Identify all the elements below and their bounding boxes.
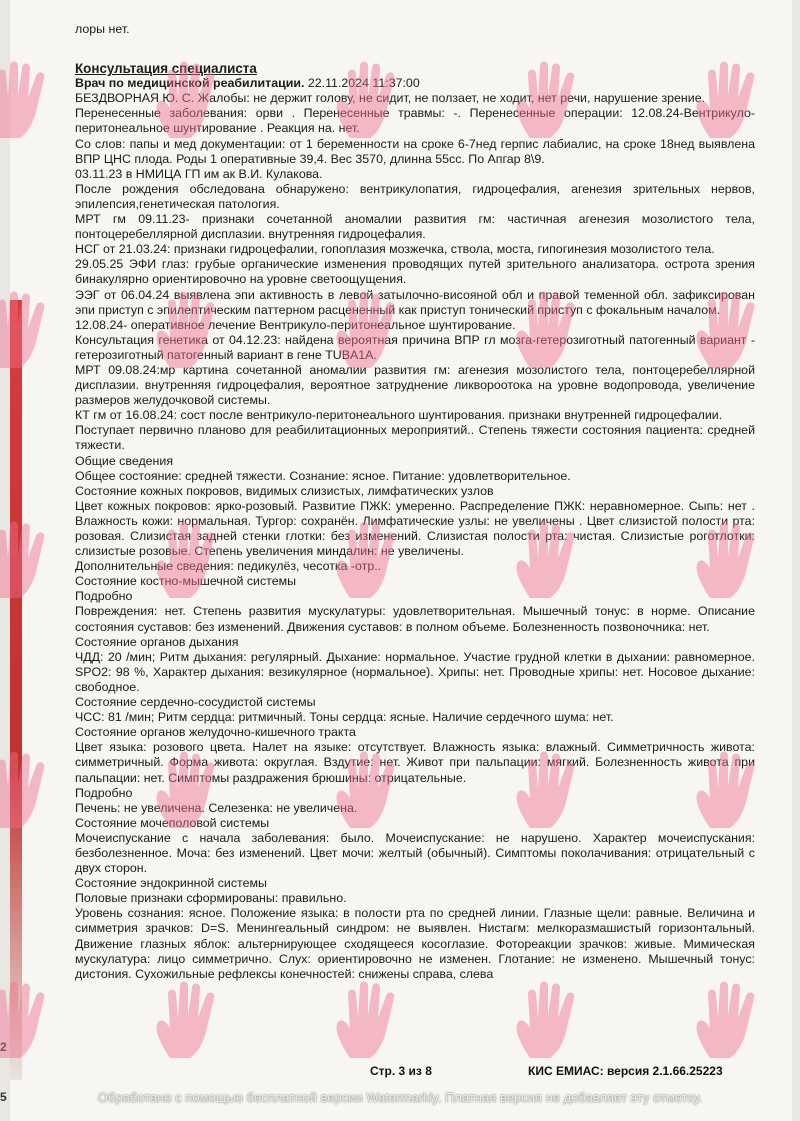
body-line: Консультация генетика от 04.12.23: найдена вероятная причина ВПР гл мозга-гетерозиготный патогенный вариант - гетерозиготный патогенный вариант в гене TUBA1A. [75, 332, 755, 362]
body-line: Состояние сердечно-сосудистой системы [75, 695, 316, 710]
top-line: лоры нет. [75, 22, 130, 36]
body-line: КТ гм от 16.08.24: сост после вентрикуло-перитонеального шунтирования. признаки внутренней гидроцефалии. [75, 408, 723, 423]
document-page [10, 0, 792, 1121]
body-line: ЧДД: 20 /мин; Ритм дыхания: регулярный. Дыхание: нормальное. Участие грудной клетки в дыхании: равномерное. SPO2: 98 %, Характер дыхания: везикулярное (нормальное). Хрипы: нет. Проводные хрипы: нет. Носовое дыхание: свободное. [75, 649, 755, 694]
body-line: Мочеиспускание с начала заболевания: было. Мочеиспускание: не нарушено. Характер мочеиспускания: безболезненное. Моча: без изменений. Цвет мочи: желтый (обычный). Симптомы поколачивания: отрицательный с двух сторон. [75, 830, 755, 876]
body-line: Цвет кожных покровов: ярко-розовый. Развитие ПЖК: умеренно. Распределение ПЖК: неравномерное. Сыпь: нет . Влажность кожи: нормальная. Тургор: сохранён. Лимфатические узлы: не увеличены . Цвет слизистой полости рта: розовая. Слизистая задней стенки глотки: без изменений. Слизистая полости рта: чистая. Слизистые роготлотки: слизистые розовые. Степень увеличения миндалин: не увеличены. [75, 498, 755, 559]
page-number: Стр. 3 из 8 [370, 1064, 432, 1078]
body-line: Подробно [75, 785, 133, 800]
body-line: ЭЭГ от 06.04.24 выявлена эпи активность в левой затылочно-висояной обл и правой теменной обл. зафиксирован эпи приступ с эпилептическим паттерном расцененный как приступ тонический приступ с фокальным началом. [75, 287, 755, 317]
body-line: 03.11.23 в НМИЦА ГП им ак В.И. Кулакова. [75, 166, 323, 181]
body-line: Цвет языка: розового цвета. Налет на языке: отсутствует. Влажность языка: влажный. Симметричность живота: симметричный. Форма живота: округлая. Вздутие: нет. Живот при пальпации: мягкий. Болезненность живота при пальпации: нет. Симптомы раздражения брюшины: отрицательные. [75, 740, 755, 785]
margin-digit: 5 [0, 1090, 7, 1104]
body-line: Уровень сознания: ясное. Положение языка: в полости рта по средней линии. Глазные щели: равные. Величина и симметрия зрачков: D=S. Менингеальный синдром: не выявлен. Нистагм: мелкоразмашистый горизонтальный. Движение глазных яблок: альтернирующее сходящееся косоглазие. Фотореакции зрачков: живые. Мимическая мускулатура: лицо симметрично. Слух: ориентировочно не изменен. Глотание: не изменено. Мышечный тонус: дистония. Сухожильные рефлексы конечностей: снижены справа, слева [75, 906, 755, 981]
body-line: БЕЗДВОРНАЯ Ю. С. Жалобы: не держит голову, не сидит, не ползает, не ходит, нет речи, нарушение зрение. [75, 91, 706, 106]
body-line: Печень: не увеличена. Селезенка: не увеличена. [75, 800, 358, 815]
section-title: Консультация специалиста [75, 61, 257, 77]
body-line: Дополнительные сведения: педикулёз, чесотка -отр.. [75, 559, 382, 574]
body-line: Общие сведения [75, 453, 174, 468]
section-subtitle [75, 76, 755, 91]
body-line: Подробно [75, 589, 133, 604]
watermark-notice: Обработано с помощью бесплатной версии Watermarkly. Платная версия не добавляет эту отметку. [97, 1090, 703, 1105]
margin-digit: 2 [0, 1040, 7, 1054]
doctor-role: Врач по медицинской реабилитации. [75, 76, 305, 91]
body-line: Поступает первично планово для реабилитационных мероприятий.. Степень тяжести состояния пациента: средней тяжести. [75, 423, 755, 453]
body-line: ЧСС: 81 /мин; Ритм сердца: ритмичный. Тоны сердца: ясные. Наличие сердечного шума: нет. [75, 710, 614, 725]
body-line: Половые признаки сформированы: правильно. [75, 891, 347, 906]
body-line: Состояние мочеполовой системы [75, 815, 270, 830]
body-line: Состояние кожных покровов, видимых слизистых, лимфатических узлов [75, 483, 494, 498]
system-version: КИС ЕМИАС: версия 2.1.66.25223 [528, 1064, 723, 1078]
body-line: Общее состояние: средней тяжести. Сознание: ясное. Питание: удовлетворительное. [75, 468, 571, 483]
left-edge-strip [10, 300, 22, 1080]
body-line: Состояние костно-мышечной системы [75, 574, 297, 589]
body-line: 12.08.24- оперативное лечение Вентрикуло-перитонеальное шунтирование. [75, 317, 516, 332]
body-lines [75, 91, 755, 982]
body-line: Со слов: папы и мед документации: от 1 беременности на сроке 6-7нед герпис лабиалис, на сроке 18нед выявлена ВПР ЦНС плода. Роды 1 оперативные 39,4. Вес 3570, длинна 55сс. По Апгар 8\9. [75, 136, 755, 166]
body-line: МРТ гм 09.11.23- признаки сочетанной аномалии развития гм: частичная агенезия мозолистого тела, понтоцеребеллярной дисплазии. внутренняя гидроцефалия. [75, 212, 755, 242]
body-line: Состояние органов желудочно-кишечного тракта [75, 725, 356, 740]
body-line: НСГ от 21.03.24: признаки гидроцефалии, гопоплазия мозжечка, ствола, моста, гипогинезия мозолистого тела. [75, 242, 715, 257]
body-line: Состояние эндокринной системы [75, 876, 267, 891]
body-line: Состояние органов дыхания [75, 634, 239, 649]
body-line: Повреждения: нет. Степень развития мускулатуры: удовлетворительная. Мышечный тонус: в норме. Описание состояния суставов: без изменений. Движения суставов: в полном объеме. Болезненность позвоночника: нет. [75, 604, 755, 634]
body-line: После рождения обследована обнаружено: вентрикулопатия, гидроцефалия, агенезия зрительных нервов, эпилепсия,генетическая патология. [75, 181, 755, 211]
document-body [75, 22, 755, 982]
body-line: 29.05.25 ЭФИ глаз: грубые органические изменения проводящих путей зрительного анализатора. острота зрения бинакулярно ориентировочно на уровне светоощущения. [75, 257, 755, 287]
body-line: Перенесенные заболевания: орви . Перенесенные травмы: -. Перенесенные операции: 12.08.24-Вентрикуло-перитонеальное шунтирование . Реакция на. нет. [75, 106, 755, 136]
body-line: МРТ 09.08.24:мр картина сочетанной аномалии развития гм: агенезия мозолистого тела, понтоцеребеллярной дисплазии. внутренняя гидроцефалия, вероятное затруднение ликвороотока на уровне водопровода, увеличение размеров желудочковой системы. [75, 362, 755, 408]
consult-date: 22.11.2024 11:37:00 [304, 76, 420, 91]
